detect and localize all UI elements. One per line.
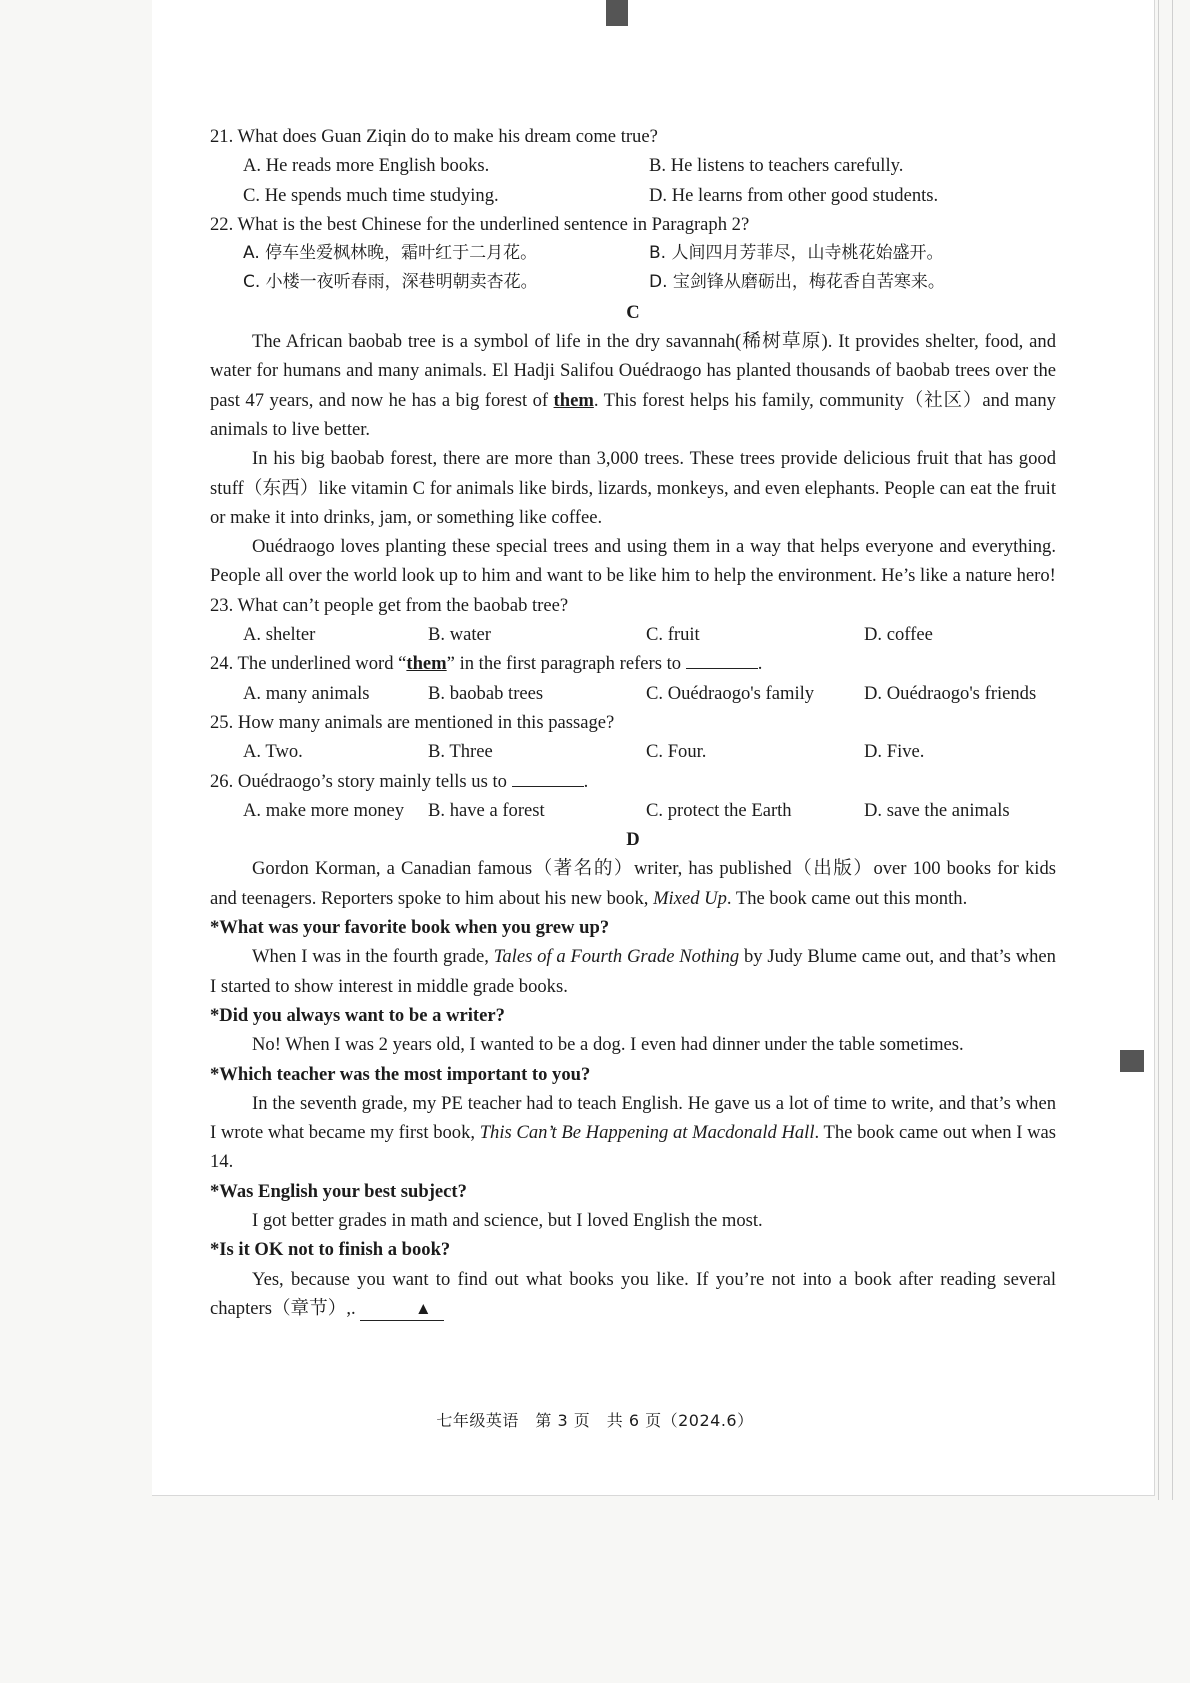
book-title: Mixed Up xyxy=(653,887,727,909)
option: D. coffee xyxy=(864,624,933,646)
text: When I was in the fourth grade, xyxy=(252,946,494,968)
page-edge-line xyxy=(1172,0,1173,1500)
option: B. He listens to teachers carefully. xyxy=(649,155,904,177)
underlined-word: them xyxy=(406,653,447,675)
text: ” in the first paragraph refers to xyxy=(446,653,682,675)
option: A. make more money xyxy=(243,799,405,821)
text: 24. The underlined word “ xyxy=(210,653,407,675)
option: C. Ouédraogo's family xyxy=(646,682,815,704)
interview-answer-4: I got better grades in math and science, but I loved English the most. xyxy=(252,1209,763,1231)
question-22: 22. What is the best Chinese for the underlined sentence in Paragraph 2? xyxy=(210,213,750,235)
text: by Judy Blume came out, and that’s when I started to show interest in middle grade books. xyxy=(210,946,1056,997)
underlined-word: them xyxy=(553,389,594,411)
option: B. water xyxy=(428,624,491,646)
answer-blank xyxy=(686,650,758,669)
interview-question-3: *Which teacher was the most important to you? xyxy=(210,1063,591,1085)
question-23-options xyxy=(210,620,1056,649)
question-21-options-row1 xyxy=(210,151,1056,180)
book-title: Tales of a Fourth Grade Nothing xyxy=(493,946,740,968)
option: A. Two. xyxy=(243,741,303,763)
question-23: 23. What can’t people get from the baobab tree? xyxy=(210,594,569,616)
interview-question-1: *What was your favorite book when you grew up? xyxy=(210,917,610,939)
text: In the seventh grade, my PE teacher had to teach English. He gave us a lot of time to write, and that’s when I wrote what became my first book, xyxy=(210,1092,1056,1144)
passage-c-paragraph-2: In his big baobab forest, there are more than 3,000 trees. These trees provide delicious fruit that has good stuff（东西）like vitamin C for animals like birds, lizards, monkeys, and even elephants. People can eat the fruit or make it into drinks, jam, or something like coffee. xyxy=(210,448,1056,528)
section-label-d: D xyxy=(626,829,640,851)
text: . This forest helps his family, community（社区）and many animals to live better. xyxy=(210,389,1056,440)
interview-answer-3 xyxy=(210,1089,1056,1177)
option: D. He learns from other good students. xyxy=(649,184,939,206)
interview-question-5: *Is it OK not to finish a book? xyxy=(210,1239,451,1261)
page-footer: 七年级英语 第 3 页 共 6 页（2024.6） xyxy=(436,1411,754,1430)
option: B. 人间四月芳菲尽，山寺桃花始盛开。 xyxy=(649,243,944,264)
question-25: 25. How many animals are mentioned in this passage? xyxy=(210,711,615,733)
interview-answer-1 xyxy=(210,942,1056,1001)
question-22-options-row2 xyxy=(210,268,1056,297)
option: D. Ouédraogo's friends xyxy=(864,682,1037,704)
passage-c-paragraph-3: Ouédraogo loves planting these special trees and using them in a way that helps everyone and everything. People all over the world look up to him and want to be like him to help the environment. He’s like a nature hero! xyxy=(210,536,1056,587)
option: D. 宝剑锋从磨砺出，梅花香自苦寒来。 xyxy=(649,272,945,293)
option: C. He spends much time studying. xyxy=(243,184,499,206)
registration-mark-right xyxy=(1120,1050,1144,1072)
text: 26. Ouédraogo’s story mainly tells us to xyxy=(210,770,507,792)
question-26-options xyxy=(210,796,1056,825)
text: Yes, because you want to find out what books you like. If you’re not into a book after reading several chapters（章节）,. xyxy=(210,1268,1056,1319)
question-21: 21. What does Guan Ziqin do to make his dream come true? xyxy=(210,126,658,147)
option: B. have a forest xyxy=(428,799,545,821)
question-24 xyxy=(210,649,1056,678)
interview-question-4: *Was English your best subject? xyxy=(210,1180,467,1202)
option: B. baobab trees xyxy=(428,682,544,704)
option: A. 停车坐爱枫林晚，霜叶红于二月花。 xyxy=(243,243,538,264)
option: A. He reads more English books. xyxy=(243,155,490,177)
registration-mark-top xyxy=(606,0,628,26)
text: Gordon Korman, a Canadian famous（著名的）writer, has published（出版）over 100 books for kids and teenagers. Reporters spoke to him about his new book, xyxy=(210,858,1056,909)
option: C. fruit xyxy=(646,624,700,646)
text: . xyxy=(583,770,589,792)
interview-answer-5 xyxy=(210,1265,1056,1324)
section-label-c: C xyxy=(626,301,640,323)
page-edge-line xyxy=(1158,0,1159,1500)
passage-c-paragraph-1 xyxy=(210,327,1056,444)
question-21-options-row2 xyxy=(210,181,1056,210)
option: C. protect the Earth xyxy=(646,799,792,821)
answer-blank xyxy=(512,768,584,787)
option: D. Five. xyxy=(864,741,925,763)
exam-content xyxy=(210,122,1056,1323)
option: D. save the animals xyxy=(864,799,1010,821)
book-title: This Can’t Be Happening at Macdonald Hall xyxy=(479,1122,815,1144)
interview-answer-2: No! When I was 2 years old, I wanted to be a dog. I even had dinner under the table sometimes. xyxy=(252,1034,964,1056)
question-22-options-row1 xyxy=(210,239,1056,268)
option: A. many animals xyxy=(243,682,370,704)
question-24-options xyxy=(210,679,1056,708)
option: C. 小楼一夜听春雨，深巷明朝卖杏花。 xyxy=(243,272,538,293)
option: C. Four. xyxy=(646,741,707,763)
text: The African baobab tree is a symbol of life in the dry savannah(稀树草原). It provides shelter, food, and water for humans and many animals. El Hadji Salifou Ouédraogo has planted thousands of baobab trees over the past 47 years, and now he has a big forest of xyxy=(210,331,1056,411)
passage-d-intro xyxy=(210,854,1056,913)
text: . The book came out when I was 14. xyxy=(210,1122,1057,1173)
answer-blank-triangle: ▲ xyxy=(360,1298,444,1321)
interview-question-2: *Did you always want to be a writer? xyxy=(210,1004,505,1026)
question-26 xyxy=(210,767,1056,796)
option: A. shelter xyxy=(243,624,316,646)
text: . xyxy=(757,653,763,675)
option: B. Three xyxy=(428,741,493,763)
question-25-options xyxy=(210,737,1056,766)
text: . The book came out this month. xyxy=(726,887,968,909)
